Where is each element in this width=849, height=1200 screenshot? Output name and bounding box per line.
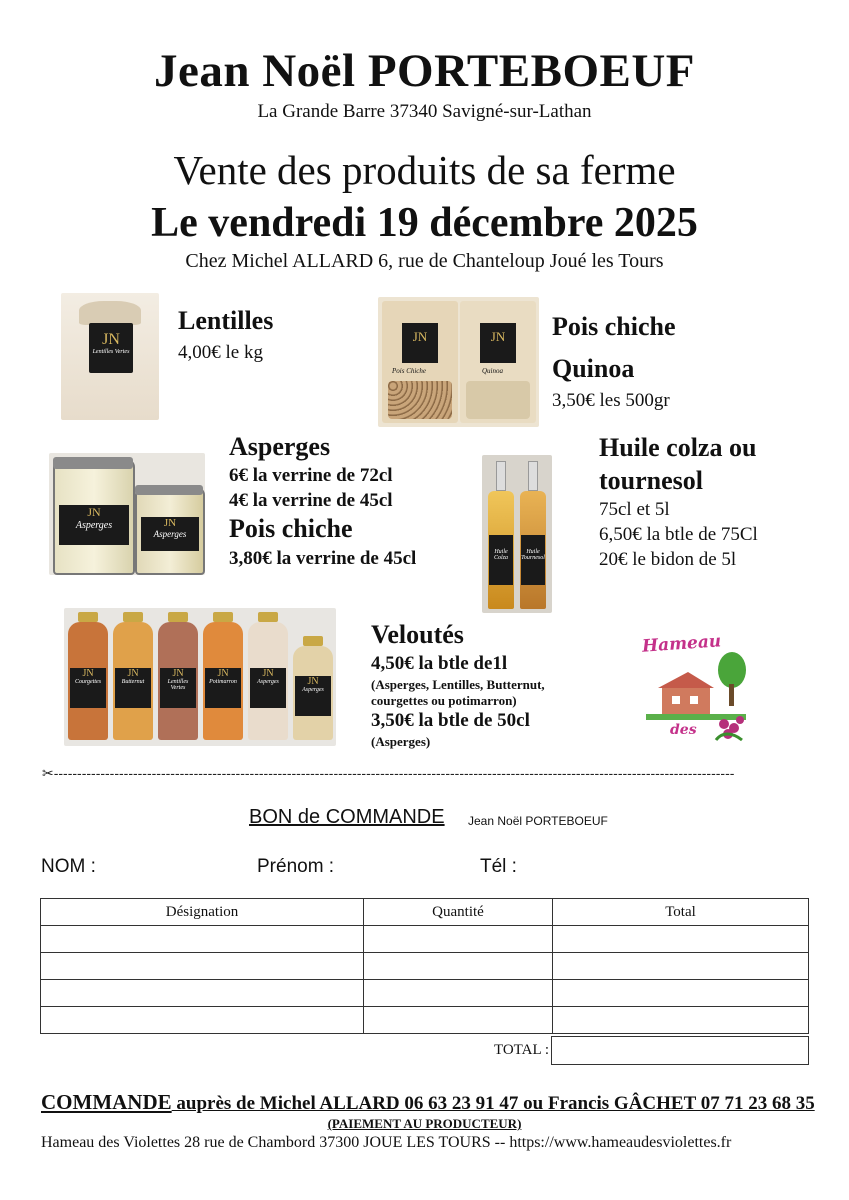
- total-cell[interactable]: [553, 1007, 809, 1034]
- table-row: [41, 953, 809, 980]
- nom-label: NOM :: [41, 856, 96, 877]
- order-contact-heading: COMMANDE: [41, 1090, 172, 1114]
- product-huile-sizes: 75cl et 5l: [599, 499, 670, 520]
- product-veloutes-flavours-1: (Asperges, Lentilles, Butternut,: [371, 677, 545, 692]
- column-header: Désignation: [41, 899, 364, 926]
- jn-logo-text: JN: [82, 668, 94, 679]
- sale-date: Le vendredi 19 décembre 2025: [151, 200, 698, 246]
- product-lentilles-price: 4,00€ le kg: [178, 342, 263, 363]
- velouté-bottle: [158, 612, 198, 742]
- quantite-cell[interactable]: [364, 980, 553, 1007]
- chickpea-quinoa-photo: [378, 297, 539, 427]
- designation-cell[interactable]: [41, 953, 364, 980]
- cut-line: ✂--------------------------------------------------------------------------------------------------------------------------------------------------: [42, 765, 735, 781]
- product-huile-name-line1: Huile colza ou: [599, 433, 757, 462]
- product-poischiche-name: Pois chiche: [552, 312, 676, 341]
- asparagus-jars-photo: [49, 453, 205, 575]
- order-contact-line: [41, 1090, 815, 1115]
- table-row: [41, 1007, 809, 1034]
- quantite-cell[interactable]: [364, 1007, 553, 1034]
- velouté-bottle: [293, 636, 333, 742]
- jn-logo-text: JN: [307, 676, 319, 687]
- column-header: Total: [553, 899, 809, 926]
- photo-label: Butternut: [121, 679, 145, 685]
- page-title: Jean Noël PORTEBOEUF: [153, 45, 696, 97]
- jn-logo-text: JN: [172, 668, 184, 679]
- jn-logo-text: JN: [412, 329, 428, 344]
- product-quinoa-name: Quinoa: [552, 354, 635, 383]
- product-poischiche-verrine-name: Pois chiche: [229, 514, 353, 543]
- hameau-des-violettes-logo: [636, 628, 760, 750]
- jn-logo-text: JN: [102, 331, 120, 348]
- product-asperges-name: Asperges: [229, 432, 331, 461]
- product-huile-price-75cl: 6,50€ la btle de 75Cl: [599, 524, 758, 545]
- photo-label: Asperges: [153, 529, 187, 539]
- total-label: TOTAL :: [493, 1042, 549, 1058]
- table-row: [41, 980, 809, 1007]
- table-row: [41, 926, 809, 953]
- column-header: Quantité: [364, 899, 553, 926]
- total-field[interactable]: [551, 1036, 809, 1065]
- quantite-cell[interactable]: [364, 953, 553, 980]
- product-poischiche-verrine-price: 3,80€ la verrine de 45cl: [229, 548, 417, 569]
- sale-venue: Chez Michel ALLARD 6, rue de Chanteloup Joué les Tours: [185, 250, 664, 272]
- logo-text: des: [670, 722, 697, 738]
- prenom-label: Prénom :: [257, 856, 335, 877]
- oil-bottles-photo: [482, 455, 552, 613]
- product-veloutes-price-50cl: 3,50€ la btle de 50cl: [371, 710, 530, 731]
- photo-label: Asperges: [75, 520, 113, 531]
- product-lentilles-name: Lentilles: [178, 306, 274, 335]
- photo-label: Potimarron: [209, 679, 237, 685]
- product-poischiche-quinoa-price: 3,50€ les 500gr: [552, 390, 670, 411]
- product-veloutes-name: Veloutés: [371, 620, 464, 649]
- product-asperges-price-45cl: 4€ la verrine de 45cl: [229, 490, 393, 511]
- lentils-bag-photo: [61, 293, 159, 420]
- total-cell[interactable]: [553, 980, 809, 1007]
- product-huile-name-line2: tournesol: [599, 466, 703, 495]
- jn-logo-text: JN: [163, 517, 177, 529]
- photo-label: Huile Tournesol: [521, 549, 545, 561]
- velouté-bottle: [203, 612, 243, 742]
- order-form-producer: Jean Noël PORTEBOEUF: [468, 814, 608, 828]
- jn-logo-text: JN: [217, 668, 229, 679]
- total-cell[interactable]: [553, 953, 809, 980]
- product-veloutes-price-1l: 4,50€ la btle de1l: [371, 653, 508, 674]
- product-huile-price-5l: 20€ le bidon de 5l: [599, 549, 737, 570]
- sale-heading: Vente des produits de sa ferme: [173, 147, 676, 193]
- photo-label: Quinoa: [482, 367, 503, 375]
- photo-label: Courgettes: [74, 679, 102, 685]
- order-contact-details: auprès de Michel ALLARD 06 63 23 91 47 ou Francis GÂCHET 07 71 23 68 35: [171, 1093, 815, 1114]
- total-row: [40, 1036, 809, 1064]
- designation-cell[interactable]: [41, 926, 364, 953]
- jn-logo-text: JN: [87, 505, 101, 519]
- velouté-bottle: [113, 612, 153, 742]
- order-form-title: BON de COMMANDE: [249, 806, 445, 828]
- order-table: [40, 898, 809, 1034]
- footer-address: Hameau des Violettes 28 rue de Chambord 37300 JOUE LES TOURS -- https://www.hameaudesviolettes.fr: [41, 1134, 732, 1151]
- photo-label: Pois Chiche: [392, 367, 427, 375]
- photo-label: Lentilles Vertes: [167, 679, 189, 691]
- photo-label: Asperges: [257, 679, 279, 685]
- jn-logo-text: JN: [490, 329, 506, 344]
- photo-label: Huile Colza: [493, 549, 508, 561]
- photo-label: Asperges: [302, 687, 324, 693]
- payment-note: (PAIEMENT AU PRODUCTEUR): [327, 1116, 522, 1131]
- jn-logo-text: JN: [127, 668, 139, 679]
- velouté-bottle: [248, 612, 288, 742]
- total-cell[interactable]: [553, 926, 809, 953]
- tel-label: Tél :: [480, 856, 517, 877]
- farm-address: La Grande Barre 37340 Savigné-sur-Lathan: [257, 101, 592, 122]
- designation-cell[interactable]: [41, 1007, 364, 1034]
- product-veloutes-flavours-3: (Asperges): [371, 734, 431, 749]
- velouté-bottle: [68, 612, 108, 742]
- product-asperges-price-72cl: 6€ la verrine de 72cl: [229, 465, 393, 486]
- veloutes-bottles-photo: [64, 608, 336, 746]
- quantite-cell[interactable]: [364, 926, 553, 953]
- photo-label: Lentilles Vertes: [92, 349, 130, 355]
- jn-logo-text: JN: [262, 668, 274, 679]
- product-veloutes-flavours-2: courgettes ou potimarron): [371, 693, 517, 708]
- logo-text: Hameau: [641, 631, 722, 657]
- designation-cell[interactable]: [41, 980, 364, 1007]
